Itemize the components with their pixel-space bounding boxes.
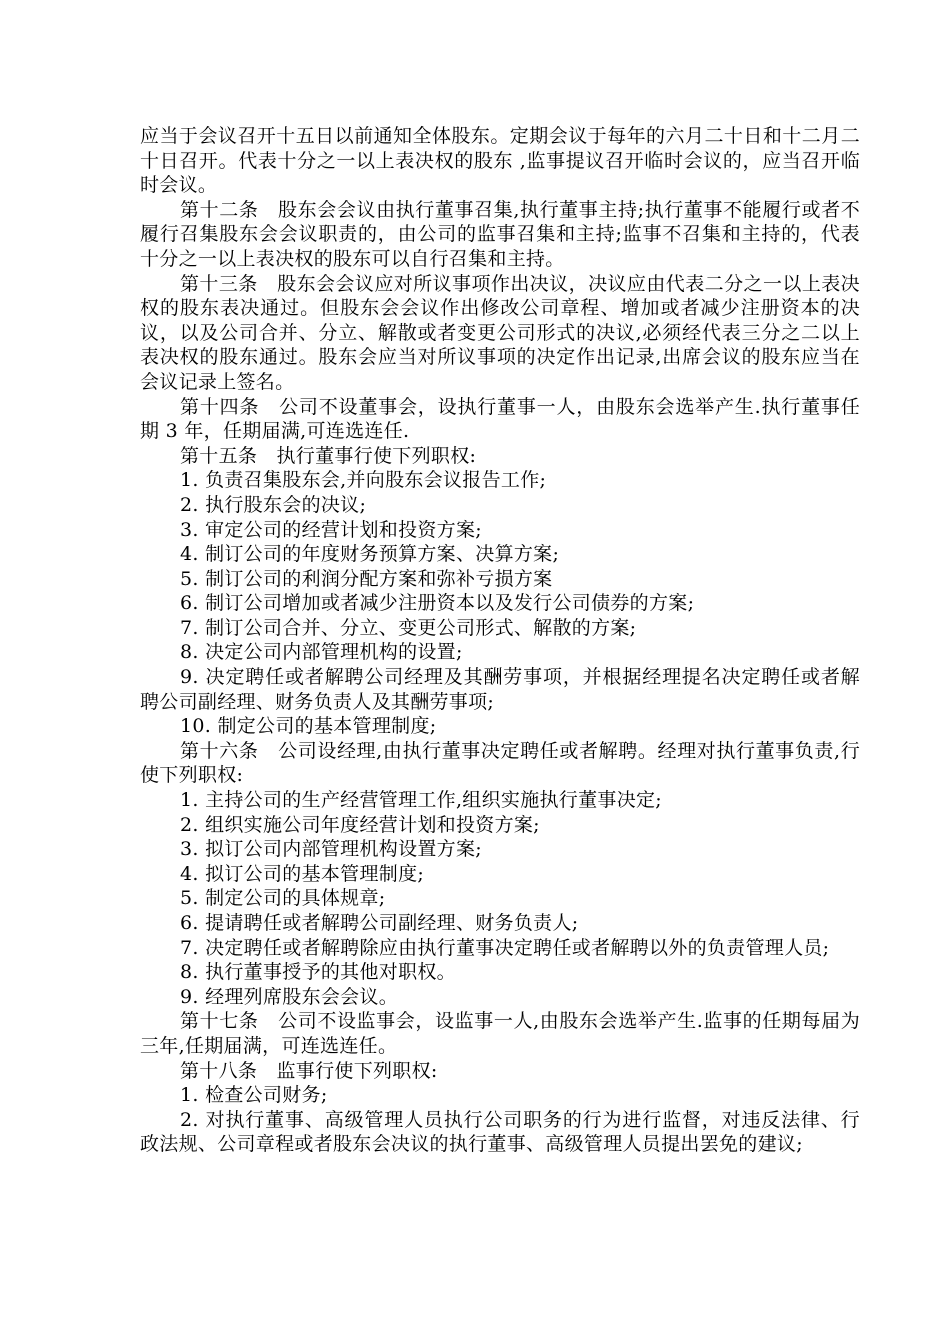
list-item: 3. 审定公司的经营计划和投资方案; bbox=[180, 518, 482, 541]
article-17: 第十七条 公司不设监事会，设监事一人,由股东会选举产生.监事的任期每届为三年,任期届满，可连选连任。 bbox=[140, 1010, 860, 1057]
list-item: 6. 提请聘任或者解聘公司副经理、财务负责人; bbox=[180, 912, 579, 934]
article-14: 第十四条 公司不设董事会，设执行董事一人，由股东会选举产生.执行董事任期 3 年，任期届满,可连选连任. bbox=[140, 395, 860, 443]
document-body bbox=[140, 124, 860, 1157]
list-item: 9. 决定聘任或者解聘公司经理及其酬劳事项，并根据经理提名决定聘任或者解聘公司副经理、财务负责人及其酬劳事项; bbox=[140, 666, 860, 713]
list-item: 4. 拟订公司的基本管理制度; bbox=[180, 862, 425, 885]
article-16: 第十六条 公司设经理,由执行董事决定聘任或者解聘。经理对执行董事负责,行使下列职权: bbox=[140, 739, 860, 787]
list-item: 3. 拟订公司内部管理机构设置方案; bbox=[180, 838, 482, 861]
article-12: 第十二条 股东会会议由执行董事召集,执行董事主持;执行董事不能履行或者不履行召集股东会会议职责的，由公司的监事召集和主持;监事不召集和主持的，代表十分之一以上表决权的股东可以自行召集和主持。 bbox=[140, 198, 860, 270]
list-item: 8. 决定公司内部管理机构的设置; bbox=[180, 641, 463, 664]
list-item: 7. 制订公司合并、分立、变更公司形式、解散的方案; bbox=[180, 616, 637, 639]
list-item: 2. 组织实施公司年度经营计划和投资方案; bbox=[180, 813, 540, 836]
list-item: 10. 制定公司的基本管理制度; bbox=[180, 715, 437, 738]
list-item: 9. 经理列席股东会会议。 bbox=[180, 985, 399, 1008]
article-15: 第十五条 执行董事行使下列职权: bbox=[180, 444, 477, 467]
article-13: 第十三条 股东会会议应对所议事项作出决议，决议应由代表二分之一以上表决权的股东表决通过。但股东会会议作出修改公司章程、增加或者减少注册资本的决议，以及公司合并、分立、解散或者变更公司形式的决议,必须经代表三分之二以上表决权的股东通过。股东会应当对所议事项的决定作出记录,出席会议的股东应当在会议记录上签名。 bbox=[140, 272, 860, 393]
list-item: 1. 负责召集股东会,并向股东会议报告工作; bbox=[180, 469, 547, 492]
list-item: 7. 决定聘任或者解聘除应由执行董事决定聘任或者解聘以外的负责管理人员; bbox=[180, 936, 830, 959]
list-item: 1. 主持公司的生产经营管理工作,组织实施执行董事决定; bbox=[180, 789, 663, 812]
list-item: 2. 对执行董事、高级管理人员执行公司职务的行为进行监督，对违反法律、行政法规、公司章程或者股东会决议的执行董事、高级管理人员提出罢免的建议; bbox=[140, 1108, 860, 1156]
list-item: 2. 执行股东会的决议; bbox=[180, 493, 367, 516]
paragraph-continuation: 应当于会议召开十五日以前通知全体股东。定期会议于每年的六月二十日和十二月二十日召开。代表十分之一以上表决权的股东 ,监事提议召开临时会议的，应当召开临时会议。 bbox=[140, 125, 860, 197]
list-item: 1. 检查公司财务; bbox=[180, 1084, 328, 1107]
list-item: 6. 制订公司增加或者减少注册资本以及发行公司债券的方案; bbox=[180, 592, 695, 615]
list-item: 8. 执行董事授予的其他对职权。 bbox=[180, 961, 456, 984]
list-item: 5. 制定公司的具体规章; bbox=[180, 887, 386, 910]
article-18: 第十八条 监事行使下列职权: bbox=[180, 1059, 438, 1082]
list-item: 4. 制订公司的年度财务预算方案、决算方案; bbox=[180, 543, 560, 566]
list-item: 5. 制订公司的利润分配方案和弥补亏损方案 bbox=[180, 567, 553, 590]
